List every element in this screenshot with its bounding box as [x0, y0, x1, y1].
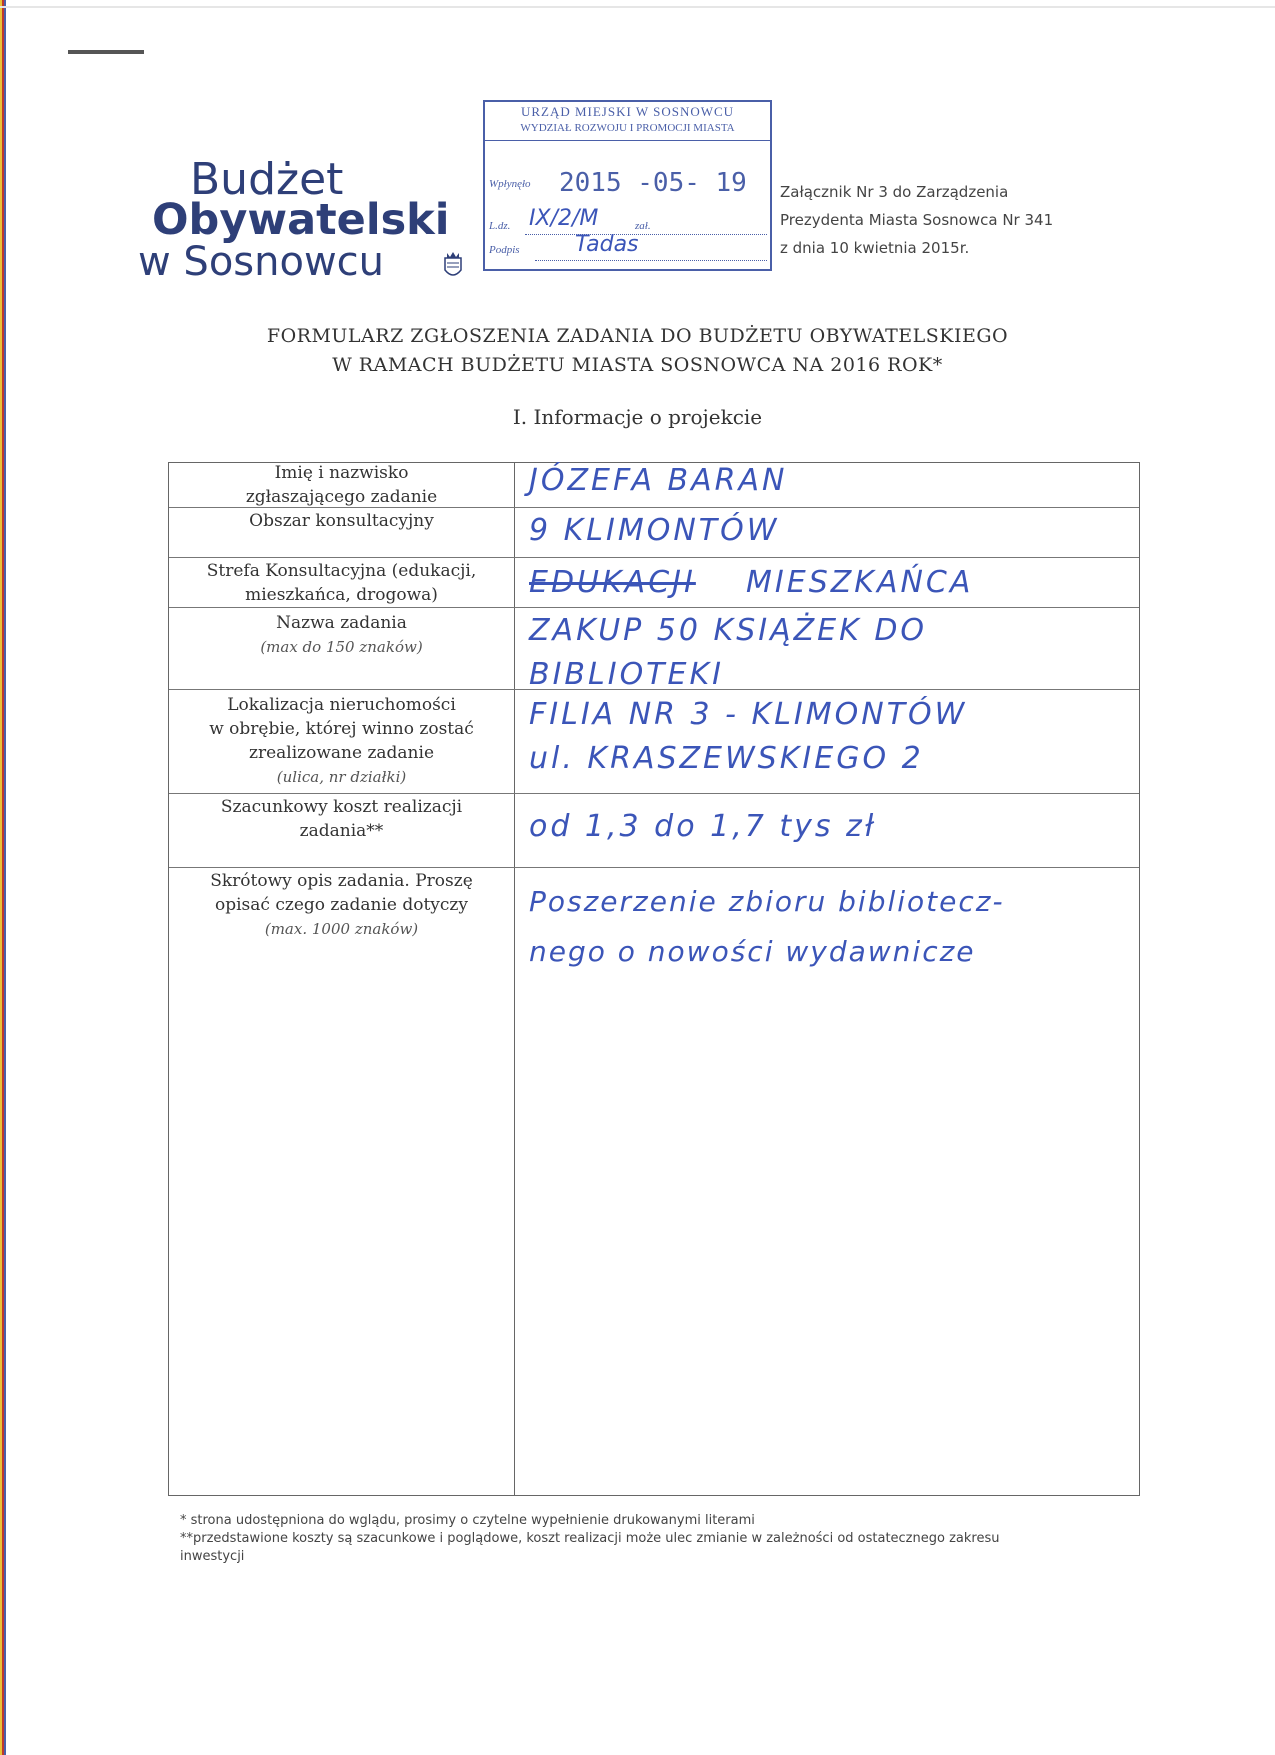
budget-logo	[130, 154, 460, 288]
zone-selected-value: MIESZKAŃCA	[746, 565, 974, 600]
logo-line-2: Obywatelski	[152, 195, 450, 245]
consultation-zone-value[interactable]	[529, 561, 1131, 605]
stamp-received-label: Wpłynęło	[489, 178, 531, 190]
cost-value[interactable]: od 1,3 do 1,7 tys zł	[529, 809, 877, 844]
label-hint: (max. 1000 znaków)	[264, 920, 419, 938]
table-row-cost	[169, 793, 1139, 868]
footnotes	[180, 1512, 1080, 1566]
stamp-signature-value: Tadas	[575, 232, 639, 257]
row-label	[169, 461, 514, 509]
project-info-table	[168, 462, 1140, 1496]
value-line: nego o nowości wydawnicze	[529, 935, 976, 968]
label-line: zgłaszającego zadanie	[245, 487, 438, 507]
stamp-signature-label: Podpis	[489, 244, 520, 256]
label-line: mieszkańca, drogowa)	[245, 585, 438, 605]
value-line: BIBLIOTEKI	[529, 657, 724, 692]
row-label	[169, 611, 514, 659]
label-hint: (max do 150 znaków)	[260, 638, 423, 656]
table-row-applicant	[169, 463, 1139, 508]
annex-line-2: Prezydenta Miasta Sosnowca Nr 341	[780, 211, 1054, 229]
stamp-ldz-label: L.dz.	[489, 220, 511, 232]
label-hint: (ulica, nr działki)	[276, 768, 407, 786]
stamp-office: URZĄD MIEJSKI W SOSNOWCU	[520, 104, 735, 119]
footnote-3: inwestycji	[180, 1549, 245, 1564]
stamp-signature-line	[535, 260, 767, 261]
city-crest-icon	[442, 250, 464, 282]
annex-line-3: z dnia 10 kwietnia 2015r.	[780, 239, 970, 257]
logo-line-3: w Sosnowcu	[138, 239, 385, 285]
location-value[interactable]	[529, 693, 1131, 781]
value-line: Poszerzenie zbioru bibliotecz-	[529, 885, 1005, 918]
consultation-area-value[interactable]: 9 KLIMONTÓW	[529, 513, 780, 548]
label-line: Imię i nazwisko	[274, 463, 409, 483]
value-line: FILIA NR 3 - KLIMONTÓW	[529, 697, 968, 732]
table-row-task-name	[169, 607, 1139, 690]
footnote-2: **przedstawione koszty są szacunkowe i poglądowe, koszt realizacji może ulec zmianie w zależności od ostatecznego zakresu	[180, 1531, 1000, 1546]
applicant-name-value[interactable]: JÓZEFA BARAN	[529, 463, 788, 498]
label-line: zrealizowane zadanie	[249, 743, 434, 763]
zone-struck-value: EDUKACJI	[529, 565, 696, 600]
scan-edge	[0, 0, 6, 1755]
scan-top-line	[0, 6, 1275, 8]
label-line: opisać czego zadanie dotyczy	[215, 895, 468, 915]
section-heading: I. Informacje o projekcie	[512, 405, 763, 429]
table-row-area	[169, 507, 1139, 558]
footnote-1: * strona udostępniona do wglądu, prosimy o czytelne wypełnienie drukowanymi literami	[180, 1513, 755, 1528]
annex-line-1: Załącznik Nr 3 do Zarządzenia	[780, 183, 1009, 201]
table-row-zone	[169, 557, 1139, 608]
scan-mark	[68, 50, 144, 54]
table-row-description	[169, 867, 1139, 1495]
description-value[interactable]	[529, 877, 1131, 977]
row-label	[169, 559, 514, 607]
task-name-value[interactable]	[529, 609, 1131, 697]
table-row-location	[169, 689, 1139, 794]
stamp-ldz-value: IX/2/M	[529, 206, 599, 231]
label-line: w obrębie, której winno zostać	[209, 719, 474, 739]
row-label	[169, 693, 514, 789]
label-line: Szacunkowy koszt realizacji	[220, 797, 463, 817]
form-title-line-1: FORMULARZ ZGŁOSZENIA ZADANIA DO BUDŻETU OBYWATELSKIEGO	[266, 325, 1009, 347]
value-line: ZAKUP 50 KSIĄŻEK DO	[529, 613, 928, 648]
stamp-ldz-line	[525, 234, 767, 235]
value-line: ul. KRASZEWSKIEGO 2	[529, 741, 924, 776]
row-label	[169, 795, 514, 843]
label-line: Strefa Konsultacyjna (edukacji,	[206, 561, 477, 581]
row-label: Obszar konsultacyjny	[249, 511, 434, 531]
label-line: Nazwa zadania	[276, 613, 407, 633]
stamp-received-date: 2015 -05- 19	[559, 168, 747, 198]
annex-reference	[780, 178, 1053, 262]
row-label	[169, 869, 514, 941]
registry-stamp	[483, 100, 772, 271]
label-line: Skrótowy opis zadania. Proszę	[210, 871, 473, 891]
logo-line-1: Budżet	[190, 154, 344, 205]
label-line: zadania**	[299, 821, 384, 841]
stamp-department: WYDZIAŁ ROZWOJU I PROMOCJI MIASTA	[485, 122, 770, 141]
form-title-line-2: W RAMACH BUDŻETU MIASTA SOSNOWCA NA 2016 ROK*	[332, 354, 943, 376]
stamp-zal-label: zał.	[635, 220, 651, 232]
label-line: Lokalizacja nieruchomości	[227, 695, 456, 715]
